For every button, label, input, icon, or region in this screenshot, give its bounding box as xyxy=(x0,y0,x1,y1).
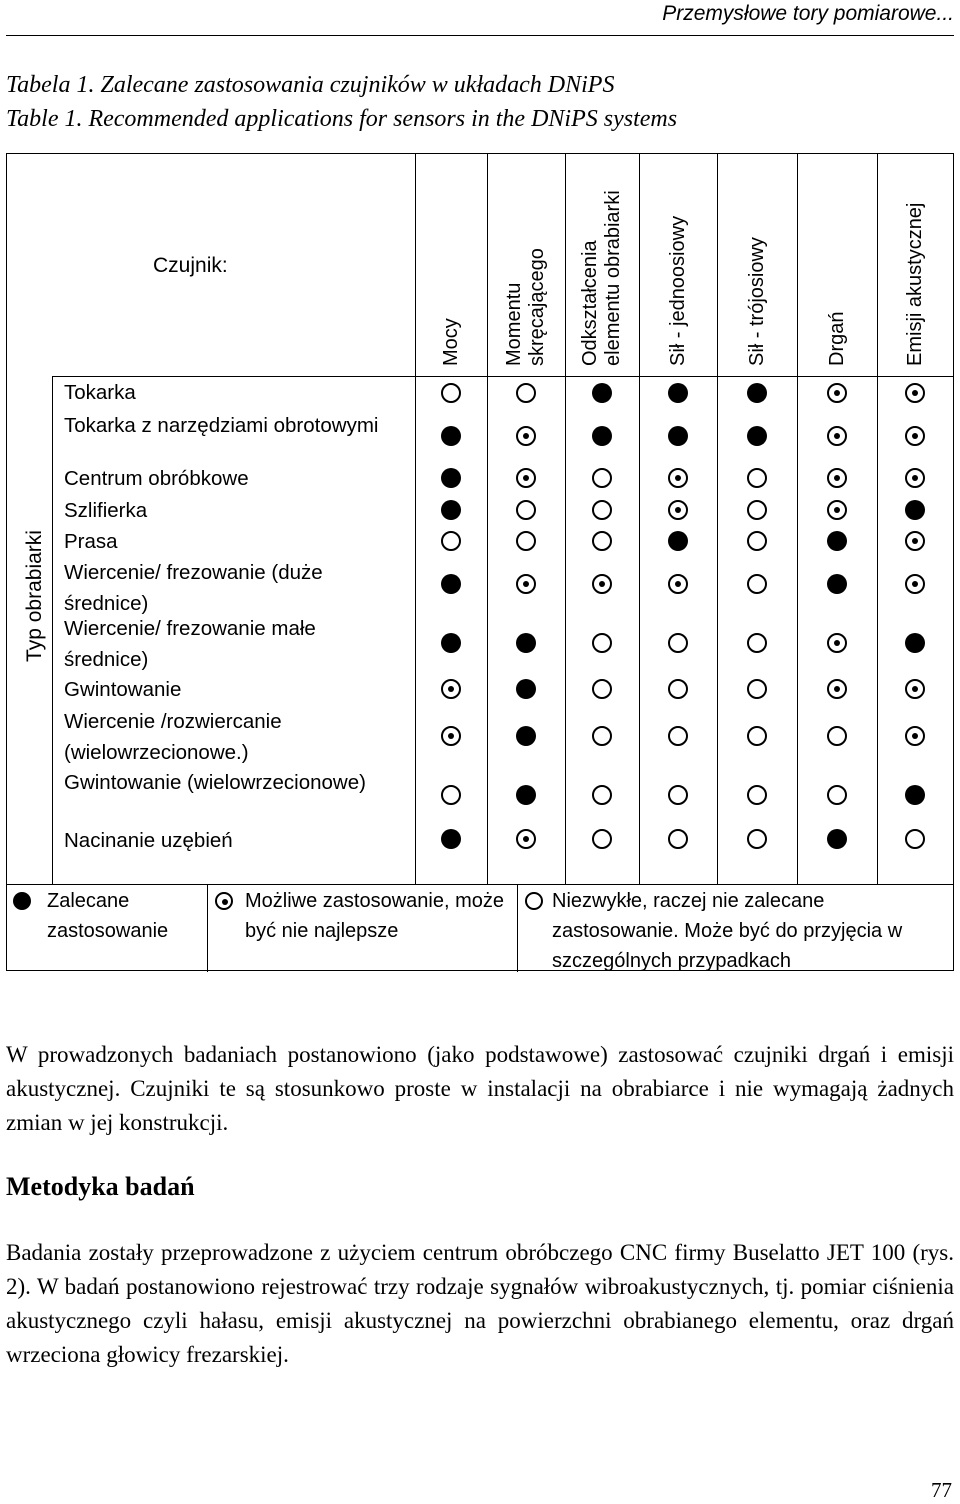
unusual-symbol xyxy=(827,785,847,805)
unusual-symbol xyxy=(516,531,536,551)
recommended-symbol xyxy=(668,426,688,446)
column-divider xyxy=(639,154,640,884)
column-divider xyxy=(877,154,878,884)
possible-symbol xyxy=(668,468,688,488)
legend-symbol-full xyxy=(13,892,31,910)
possible-symbol xyxy=(827,383,847,403)
column-header: Momentu skręcającego xyxy=(503,248,548,366)
page-number: 77 xyxy=(931,1478,952,1502)
row-label: Tokarka z narzędziami obrotowymi xyxy=(64,414,379,437)
recommended-symbol xyxy=(516,726,536,746)
legend-text-empty: Niezwykłe, raczej nie zalecane zastosowanie. Może być do przyjęcia w szczególnych przypadkach xyxy=(552,890,903,972)
possible-symbol xyxy=(905,426,925,446)
column-divider xyxy=(487,154,488,884)
table-caption-en: Table 1. Recommended applications for sensors in the DNiPS systems xyxy=(6,106,678,132)
column-header: Odkształcenia elementu obrabiarki xyxy=(579,190,624,366)
column-divider xyxy=(565,154,566,884)
unusual-symbol xyxy=(747,785,767,805)
recommended-symbol xyxy=(905,633,925,653)
legend-text-full: Zalecane zastosowanie xyxy=(47,890,169,942)
possible-symbol xyxy=(827,633,847,653)
recommended-symbol xyxy=(905,785,925,805)
row-label: Tokarka xyxy=(64,381,136,404)
recommended-symbol xyxy=(516,633,536,653)
possible-symbol xyxy=(592,574,612,594)
unusual-symbol xyxy=(441,785,461,805)
possible-symbol xyxy=(827,426,847,446)
recommended-symbol xyxy=(668,383,688,403)
recommended-symbol xyxy=(441,574,461,594)
recommended-symbol xyxy=(905,500,925,520)
possible-symbol xyxy=(668,574,688,594)
possible-symbol xyxy=(516,468,536,488)
column-divider xyxy=(797,154,798,884)
paragraph-2: Badania zostały przeprowadzone z użyciem centrum obróbczego CNC firmy Buselatto JET 100 (rys. 2). W badań postanowiono rejestrować trzy rodzaje sygnałów wibroakustycznych, tj. pomiar ciśnienia akustycznego czyli hałasu, emisji akustycznej na powierzchni obrabianego elementu, oraz drgań wrzeciona głowicy frezarskiej. xyxy=(6,1240,954,1367)
row-label: Gwintowanie xyxy=(64,678,182,701)
section-title: Metodyka badań xyxy=(6,1172,195,1201)
unusual-symbol xyxy=(516,383,536,403)
recommended-symbol xyxy=(747,383,767,403)
recommended-symbol xyxy=(516,679,536,699)
unusual-symbol xyxy=(592,531,612,551)
recommended-symbol xyxy=(827,574,847,594)
possible-symbol xyxy=(441,679,461,699)
unusual-symbol xyxy=(668,633,688,653)
unusual-symbol xyxy=(747,531,767,551)
possible-symbol xyxy=(827,679,847,699)
possible-symbol xyxy=(516,426,536,446)
legend-symbol-empty xyxy=(525,892,543,910)
possible-symbol xyxy=(516,574,536,594)
possible-symbol xyxy=(905,383,925,403)
unusual-symbol xyxy=(747,500,767,520)
unusual-symbol xyxy=(668,726,688,746)
unusual-symbol xyxy=(905,829,925,849)
recommended-symbol xyxy=(747,426,767,446)
unusual-symbol xyxy=(747,829,767,849)
legend-divider-v xyxy=(207,884,208,972)
unusual-symbol xyxy=(516,500,536,520)
recommended-symbol xyxy=(441,829,461,849)
unusual-symbol xyxy=(592,500,612,520)
legend-divider-v xyxy=(517,884,518,972)
header-rule xyxy=(6,35,954,36)
row-label: Prasa xyxy=(64,530,118,553)
machine-type-label: Typ obrabiarki xyxy=(23,530,46,662)
possible-symbol xyxy=(827,468,847,488)
unusual-symbol xyxy=(747,726,767,746)
legend-divider xyxy=(7,884,953,885)
recommended-symbol xyxy=(592,383,612,403)
recommended-symbol xyxy=(441,426,461,446)
row-label: Wiercenie/ frezowanie (duże średnice) xyxy=(64,561,323,615)
possible-symbol xyxy=(668,500,688,520)
recommended-symbol xyxy=(827,829,847,849)
unusual-symbol xyxy=(592,468,612,488)
legend-symbol-dot xyxy=(215,892,233,910)
recommended-symbol xyxy=(592,426,612,446)
possible-symbol xyxy=(827,500,847,520)
possible-symbol xyxy=(905,468,925,488)
column-header: Sił - jednoosiowy xyxy=(666,215,689,366)
possible-symbol xyxy=(905,726,925,746)
possible-symbol xyxy=(905,531,925,551)
unusual-symbol xyxy=(747,679,767,699)
recommended-symbol xyxy=(441,500,461,520)
possible-symbol xyxy=(905,574,925,594)
possible-symbol xyxy=(441,726,461,746)
column-header: Mocy xyxy=(439,318,462,366)
row-label: Szlifierka xyxy=(64,499,148,522)
unusual-symbol xyxy=(441,531,461,551)
column-header: Emisji akustycznej xyxy=(903,202,926,366)
row-label: Centrum obróbkowe xyxy=(64,467,249,490)
row-label: Wiercenie/ frezowanie małe średnice) xyxy=(64,617,316,671)
recommended-symbol xyxy=(516,785,536,805)
possible-symbol xyxy=(516,829,536,849)
sensor-label: Czujnik: xyxy=(153,254,228,277)
row-label: Nacinanie uzębień xyxy=(64,829,233,852)
legend-text-dot: Możliwe zastosowanie, może być nie najlepsze xyxy=(245,890,504,942)
unusual-symbol xyxy=(592,829,612,849)
unusual-symbol xyxy=(668,679,688,699)
unusual-symbol xyxy=(592,679,612,699)
column-header: Sił - trójosiowy xyxy=(745,237,768,366)
possible-symbol xyxy=(905,679,925,699)
column-divider xyxy=(717,154,718,884)
row-label: Wiercenie /rozwiercanie (wielowrzecionowe.) xyxy=(64,710,282,764)
recommended-symbol xyxy=(441,468,461,488)
table-caption-pl: Tabela 1. Zalecane zastosowania czujników w układach DNiPS xyxy=(6,72,615,98)
unusual-symbol xyxy=(592,726,612,746)
unusual-symbol xyxy=(668,785,688,805)
column-header: Drgań xyxy=(825,311,848,366)
unusual-symbol xyxy=(592,785,612,805)
unusual-symbol xyxy=(747,633,767,653)
unusual-symbol xyxy=(592,633,612,653)
recommended-symbol xyxy=(827,531,847,551)
recommended-symbol xyxy=(441,633,461,653)
unusual-symbol xyxy=(827,726,847,746)
unusual-symbol xyxy=(747,574,767,594)
unusual-symbol xyxy=(668,829,688,849)
sensor-application-table xyxy=(6,153,954,971)
running-header: Przemysłowe tory pomiarowe... xyxy=(662,2,954,25)
unusual-symbol xyxy=(441,383,461,403)
unusual-symbol xyxy=(747,468,767,488)
type-column-divider xyxy=(52,376,53,884)
row-label: Gwintowanie (wielowrzecionowe) xyxy=(64,771,366,794)
paragraph-1: W prowadzonych badaniach postanowiono (jako podstawowe) zastosować czujniki drgań i emisji akustycznej. Czujniki te są stosunkowo proste w instalacji na obrabiarce i nie wymagają żadnych zmian w jej konstrukcji. xyxy=(6,1042,954,1135)
recommended-symbol xyxy=(668,531,688,551)
